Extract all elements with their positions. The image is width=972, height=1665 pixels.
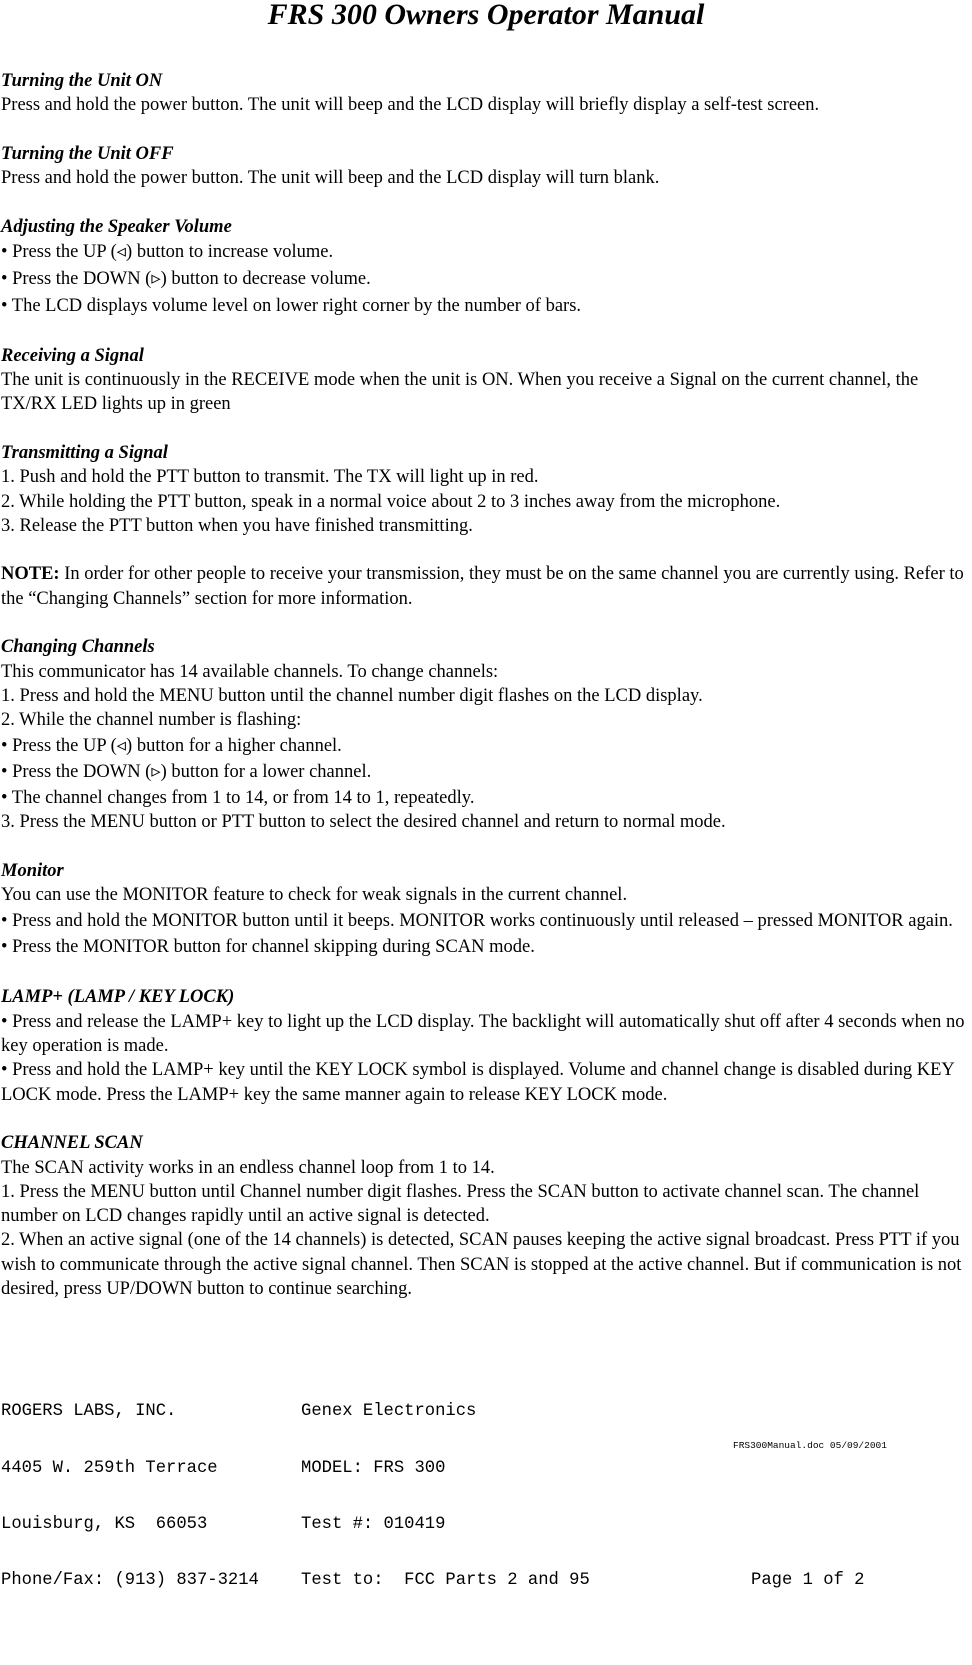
section-turn-off — [1, 142, 971, 191]
footer-row — [1, 1572, 971, 1591]
note-label: NOTE: — [1, 564, 60, 585]
section-heading: Receiving a Signal — [1, 345, 144, 366]
footer-row — [1, 1516, 971, 1535]
model-number: MODEL: FRS 300 — [301, 1458, 446, 1478]
numbered-step: 1. Push and hold the PTT button to transmit. The TX will light up in red. — [1, 467, 539, 488]
page-title: FRS 300 Owners Operator Manual — [267, 0, 705, 31]
bullet-item: • Press the DOWN (▹) button to decrease volume. — [1, 268, 371, 289]
bullet-item: • Press and release the LAMP+ key to light up the LCD display. The backlight will automatically shut off after 4 seconds when no key operation is made. — [1, 1011, 965, 1057]
lab-phone: Phone/Fax: (913) 837-3214 — [1, 1570, 259, 1590]
section-lamp — [1, 985, 971, 1106]
document-filename: FRS300Manual.doc 05/09/2001 — [733, 1440, 887, 1451]
numbered-step: 3. Release the PTT button when you have finished transmitting. — [1, 515, 473, 536]
lab-address: 4405 W. 259th Terrace — [1, 1458, 218, 1478]
section-heading: Adjusting the Speaker Volume — [1, 216, 232, 237]
paragraph: The unit is continuously in the RECEIVE mode when the unit is ON. When you receive a Signal on the current channel, the TX/RX LED lights up in green — [1, 370, 919, 415]
section-heading: Changing Channels — [1, 637, 155, 658]
numbered-step: 2. While the channel number is flashing: — [1, 710, 302, 731]
bullet-item: • Press and hold the MONITOR button until it beeps. MONITOR works continuously until released – pressed MONITOR again. — [1, 910, 953, 931]
footer-row — [1, 1403, 971, 1422]
numbered-step: 2. When an active signal (one of the 14 channels) is detected, SCAN pauses keeping the active signal broadcast. Press PTT if you wish to communicate through the active signal channel. Then SCAN is stopped at the active channel. But if communication is not desired, press UP/DOWN button to continue searching. — [1, 1230, 962, 1300]
section-volume — [1, 215, 971, 320]
note-text: In order for other people to receive your transmission, they must be on the same channel you are currently using. Refer to the “Changing Channels” section for more information. — [1, 564, 964, 609]
bullet-item: • Press the MONITOR button for channel skipping during SCAN mode. — [1, 937, 535, 958]
numbered-step: 1. Press the MENU button until Channel number digit flashes. Press the SCAN button to activate channel scan. The channel number on LCD changes rapidly until an active signal is detected. — [1, 1181, 920, 1227]
section-heading: Turning the Unit OFF — [1, 143, 174, 164]
bullet-item: • Press the UP (◃) button for a higher channel. — [1, 735, 342, 756]
paragraph: Press and hold the power button. The unit will beep and the LCD display will turn blank. — [1, 168, 660, 189]
page-number: Page 1 of 2 — [751, 1570, 865, 1590]
client-name: Genex Electronics — [301, 1402, 477, 1422]
test-standard: Test to: FCC Parts 2 and 95 — [301, 1570, 590, 1590]
section-heading: Monitor — [1, 861, 64, 881]
section-note — [1, 562, 971, 611]
section-heading: LAMP+ (LAMP / KEY LOCK) — [1, 987, 235, 1008]
section-monitor — [1, 859, 971, 961]
bullet-item: • The LCD displays volume level on lower right corner by the number of bars. — [1, 295, 582, 316]
bullet-item: • Press the DOWN (▹) button for a lower channel. — [1, 762, 372, 783]
section-transmitting — [1, 441, 971, 538]
bullet-item: • Press the UP (◃) button to increase volume. — [1, 242, 334, 263]
paragraph: You can use the MONITOR feature to check for weak signals in the current channel. — [1, 885, 628, 906]
numbered-step: 1. Press and hold the MENU button until the channel number digit flashes on the LCD display. — [1, 685, 703, 706]
footer-row — [1, 1460, 971, 1479]
manual-body — [1, 69, 971, 1326]
section-channels — [1, 635, 971, 834]
bullet-item: • Press and hold the LAMP+ key until the KEY LOCK symbol is displayed. Volume and channel change is disabled during KEY LOCK mode. Press the LAMP+ key the same manner again to release KEY LOCK mode. — [1, 1060, 955, 1105]
page-footer — [1, 1366, 971, 1609]
section-receiving — [1, 344, 971, 417]
section-turn-on — [1, 69, 971, 118]
section-heading: CHANNEL SCAN — [1, 1133, 143, 1154]
lab-city: Louisburg, KS 66053 — [1, 1514, 208, 1534]
section-heading: Transmitting a Signal — [1, 442, 168, 463]
test-number: Test #: 010419 — [301, 1514, 446, 1534]
section-scan — [1, 1131, 971, 1301]
lab-name: ROGERS LABS, INC. — [1, 1402, 177, 1422]
numbered-step: 2. While holding the PTT button, speak in a normal voice about 2 to 3 inches away from the microphone. — [1, 491, 781, 512]
numbered-step: 3. Press the MENU button or PTT button to select the desired channel and return to normal mode. — [1, 812, 726, 833]
section-heading: Turning the Unit ON — [1, 71, 163, 91]
bullet-item: • The channel changes from 1 to 14, or from 14 to 1, repeatedly. — [1, 788, 475, 809]
paragraph: The SCAN activity works in an endless channel loop from 1 to 14. — [1, 1157, 495, 1178]
paragraph: Press and hold the power button. The unit will beep and the LCD display will briefly display a self-test screen. — [1, 95, 820, 116]
paragraph: This communicator has 14 available channels. To change channels: — [1, 661, 499, 682]
